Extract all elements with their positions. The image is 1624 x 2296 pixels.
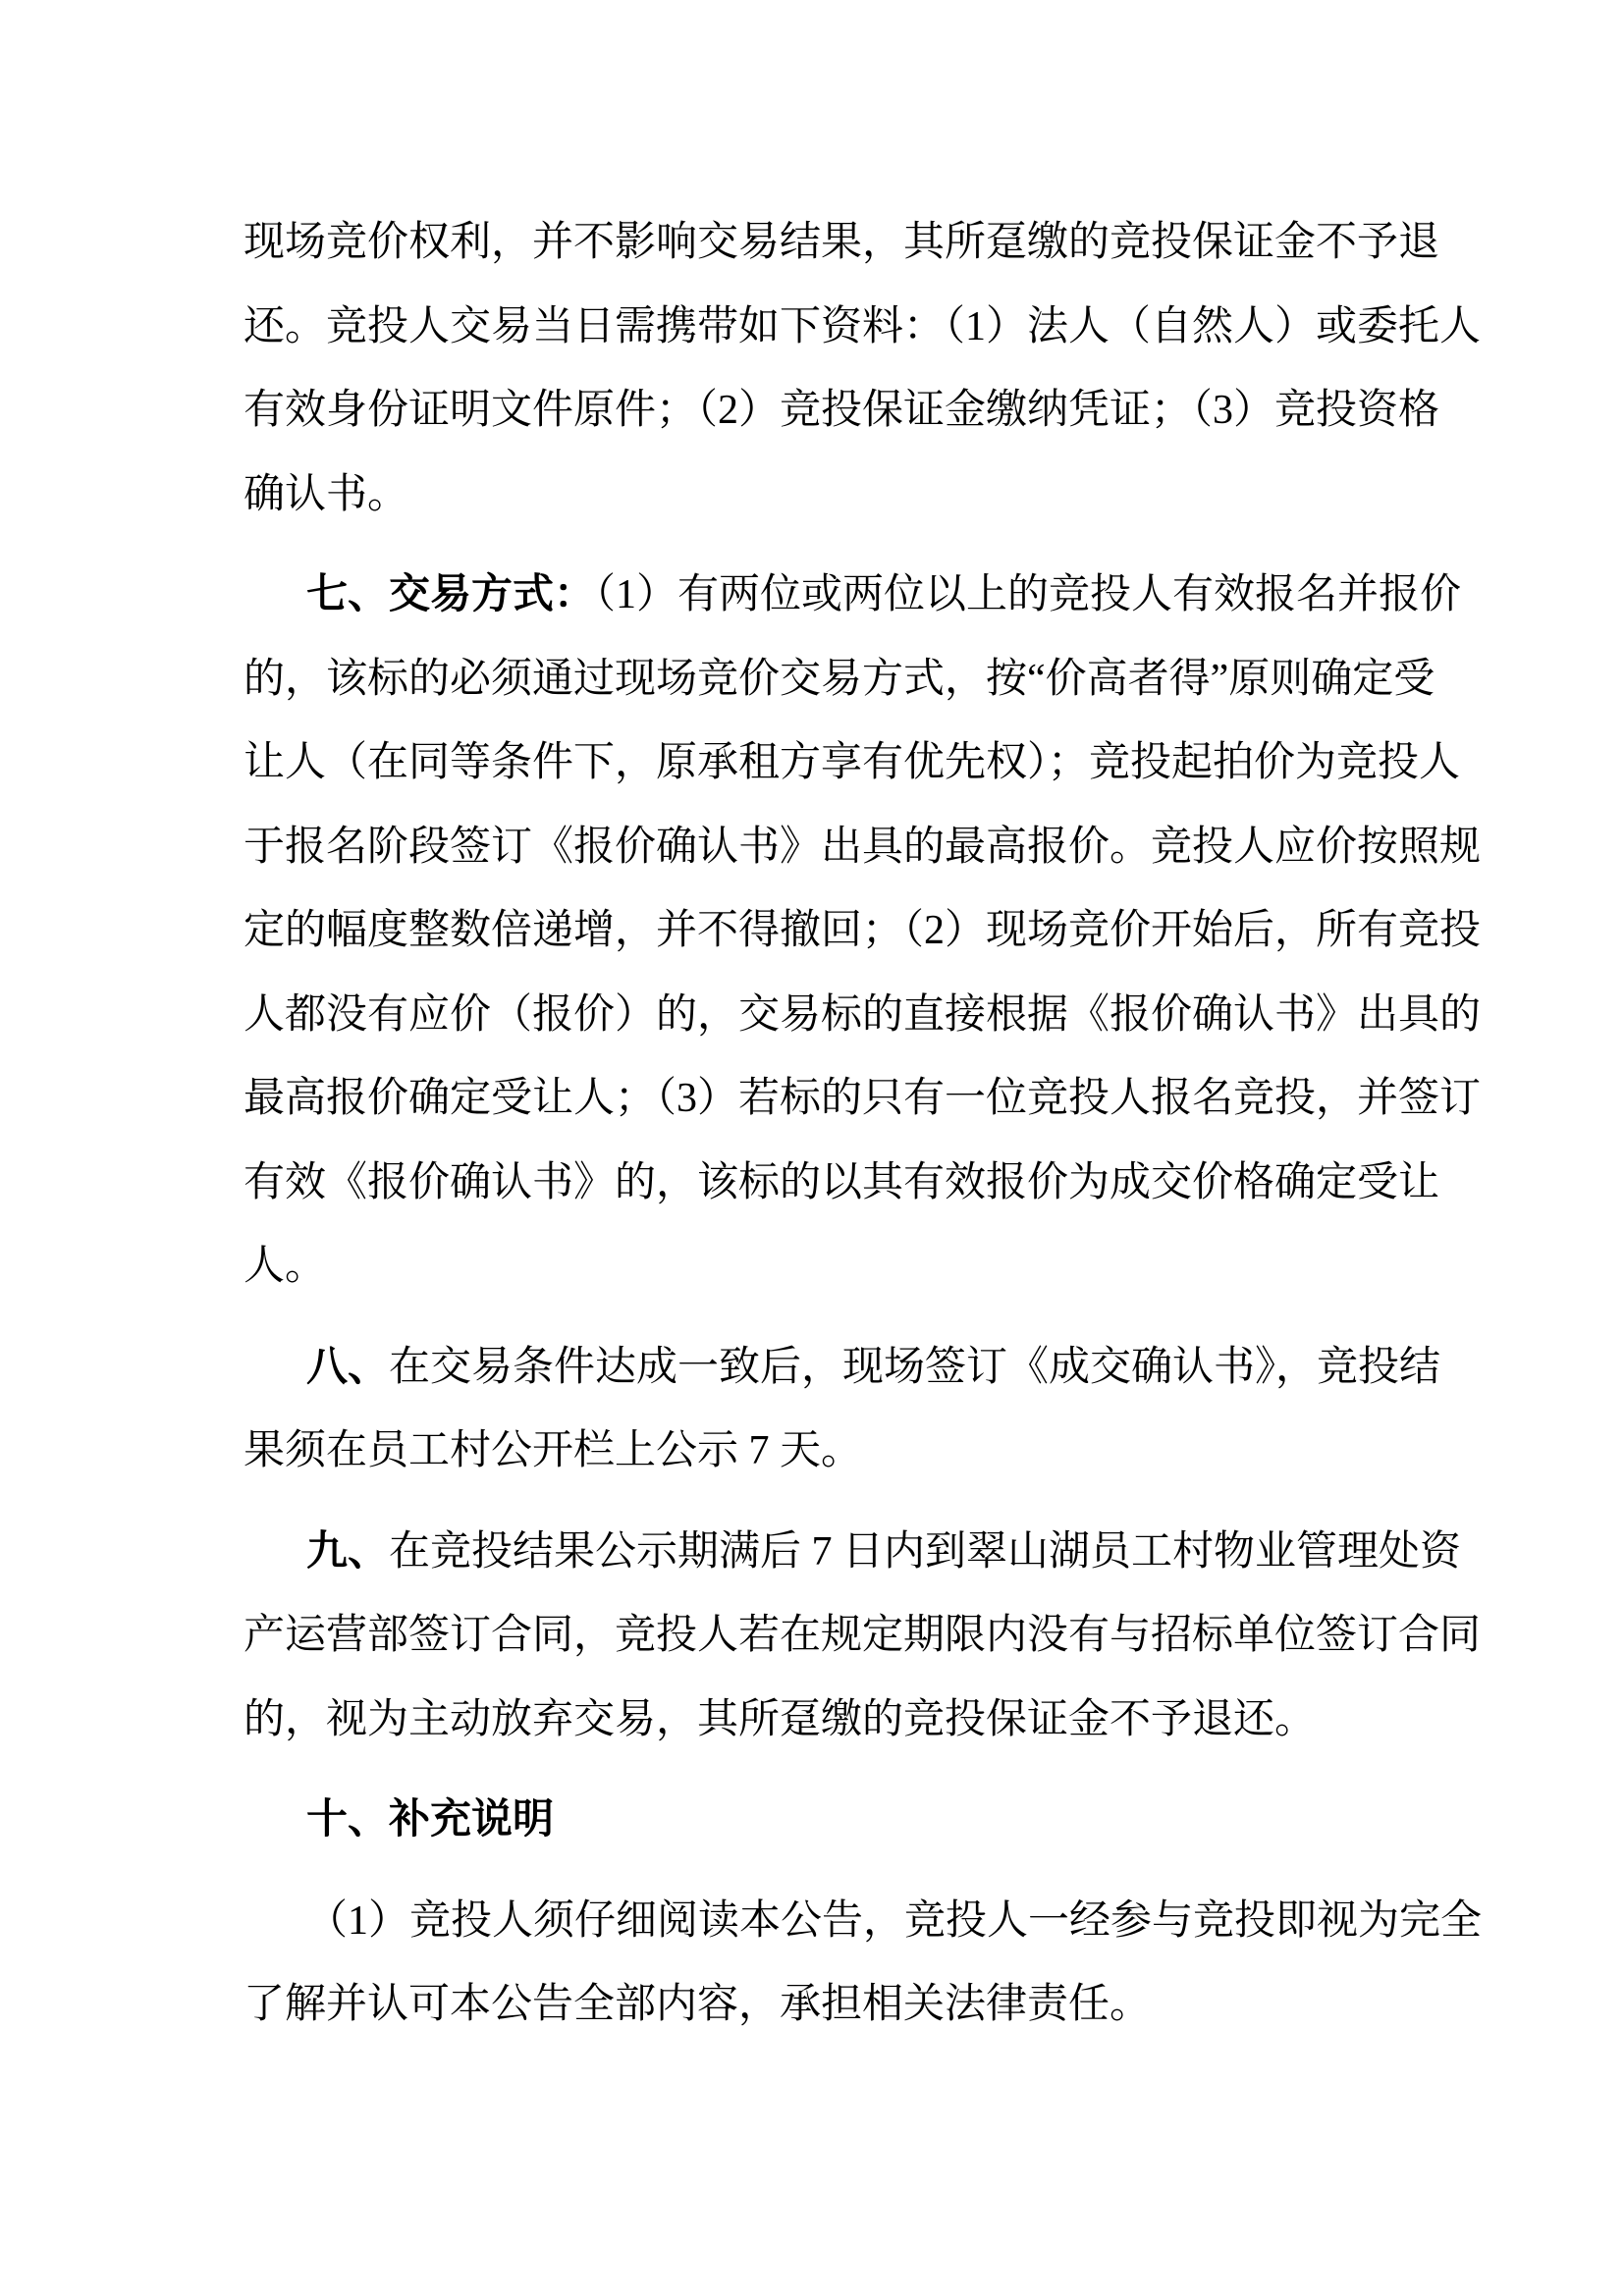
paragraph-section-8-deal-confirmation — [244, 1326, 1441, 1494]
text-line — [244, 1779, 1428, 1863]
text-line: 的，视为主动放弃交易，其所趸缴的竞投保证金不予退还。 — [244, 1696, 1317, 1742]
text-line: 果须在员工村公开栏上公示 7 天。 — [244, 1428, 863, 1473]
text-run: （1）竞投人须仔细阅读本公告，竞投人一经参与竞投即视为完全 — [306, 1897, 1483, 1944]
section-heading: 十、补充说明 — [306, 1797, 555, 1842]
text-line — [244, 554, 1462, 638]
text-run: 在交易条件达成一致后，现场签订《成交确认书》，竞投结 — [389, 1344, 1441, 1390]
section-heading: 七、交易方式： — [306, 572, 596, 617]
text-line — [244, 201, 1440, 286]
text-line: 最高报价确定受让人；（3）若标的只有一位竞投人报名竞投，并签订 — [244, 1076, 1482, 1121]
text-line — [244, 1326, 1441, 1411]
text-line: 于报名阶段签订《报价确认书》出具的最高报价。竞投人应价按照规 — [244, 824, 1482, 870]
text-line: 让人（在同等条件下，原承租方享有优先权）；竞投起拍价为竞投人 — [244, 740, 1461, 785]
section-heading: 九、 — [306, 1528, 390, 1575]
paragraph-section-10-supplementary-notes — [244, 1779, 1428, 1863]
text-run: 现场竞价权利，并不影响交易结果，其所趸缴的竞投保证金不予退 — [244, 220, 1440, 265]
text-line: 确认书。 — [244, 471, 409, 517]
text-line: 有效《报价确认书》的，该标的以其有效报价为成交价格确定受让 — [244, 1159, 1440, 1205]
text-run: 在竞投结果公示期满后 7 日内到翠山湖员工村物业管理处资 — [389, 1528, 1462, 1575]
text-line — [244, 1511, 1462, 1595]
text-line: 人。 — [244, 1244, 327, 1289]
paragraph-continuation-paragraph — [244, 201, 1482, 537]
paragraph-supplement-item-1 — [244, 1880, 1483, 2048]
text-line: 了解并认可本公告全部内容，承担相关法律责任。 — [244, 1982, 1152, 2027]
text-line: 的，该标的必须通过现场竞价交易方式，按“价高者得”原则确定受 — [244, 656, 1435, 702]
document-body — [244, 201, 1483, 2048]
text-line: 产运营部签订合同，竞投人若在规定期限内没有与招标单位签订合同 — [244, 1613, 1482, 1658]
paragraph-section-9-contract-signing — [244, 1511, 1482, 1763]
text-line: 定的幅度整数倍递增，并不得撤回；（2）现场竞价开始后，所有竞投 — [244, 908, 1482, 953]
text-line — [244, 1880, 1483, 1964]
text-run: （1）有两位或两位以上的竞投人有效报名并报价 — [595, 572, 1462, 617]
text-line: 人都没有应价（报价）的，交易标的直接根据《报价确认书》出具的 — [244, 991, 1482, 1038]
text-line: 还。竞投人交易当日需携带如下资料：（1）法人（自然人）或委托人 — [244, 303, 1482, 349]
paragraph-section-7-trading-method — [244, 554, 1482, 1309]
text-line: 有效身份证明文件原件；（2）竞投保证金缴纳凭证；（3）竞投资格 — [244, 388, 1440, 433]
section-heading: 八、 — [306, 1344, 390, 1390]
